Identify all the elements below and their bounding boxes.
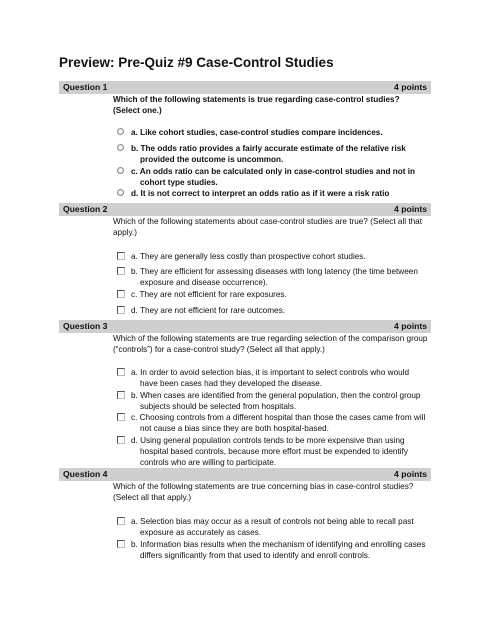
checkbox[interactable]	[117, 290, 125, 298]
answer-option-4b[interactable]	[117, 539, 429, 561]
checkbox[interactable]	[117, 517, 125, 525]
page-title: Preview: Pre-Quiz #9 Case-Control Studies	[59, 55, 334, 70]
radio-button[interactable]	[117, 144, 124, 151]
question-points: 4 points	[394, 204, 427, 214]
checkbox[interactable]	[117, 540, 125, 548]
answer-option-2a[interactable]	[117, 251, 429, 262]
question-label: Question 2	[63, 204, 108, 214]
answer-option-2d[interactable]	[117, 305, 429, 316]
answer-option-3a[interactable]	[117, 367, 429, 389]
option-text: d. They are not efficient for rare outcomes.	[131, 306, 285, 315]
answer-option-3b[interactable]	[117, 390, 429, 412]
option-text: b. They are efficient for assessing diseases with long latency (the time between exposure and disease occurrence).	[131, 267, 418, 287]
question-header-3	[59, 320, 431, 333]
answer-option-1a[interactable]	[117, 127, 429, 138]
radio-button[interactable]	[117, 128, 124, 135]
answer-option-1c[interactable]	[117, 166, 429, 188]
checkbox[interactable]	[117, 306, 125, 314]
question-prompt: Which of the following statements are true regarding selection of the comparison group (“controls”) for a case-control study? (Select all that apply.)	[113, 334, 428, 354]
option-text: b. Information bias results when the mechanism of identifying and enrolling cases differs significantly from that used to identify and enroll controls.	[131, 540, 426, 560]
option-text: c. An odds ratio can be calculated only in case-control studies and not in cohort type studies.	[131, 167, 416, 187]
question-label: Question 4	[63, 469, 108, 479]
question-header-4	[59, 468, 431, 481]
radio-button[interactable]	[117, 189, 124, 196]
checkbox[interactable]	[117, 267, 125, 275]
radio-button[interactable]	[117, 167, 124, 174]
question-prompt: Which of the following statements is true regarding case-control studies? (Select one.)	[113, 95, 400, 115]
answer-option-1d[interactable]	[117, 188, 429, 199]
question-prompt: Which of the following statements about case-control studies are true? (Select all that apply.)	[113, 217, 423, 237]
option-text: a. Selection bias may occur as a result of controls not being able to recall past exposure as accurately as cases.	[131, 517, 414, 537]
answer-option-1b[interactable]	[117, 143, 429, 165]
answer-option-4a[interactable]	[117, 516, 429, 538]
question-label: Question 3	[63, 321, 108, 331]
question-header-2	[59, 203, 431, 216]
answer-option-3d[interactable]	[117, 435, 429, 468]
option-text: c. Choosing controls from a different hospital than those the cases came from will not cause a bias since they are both hospital-based.	[131, 413, 426, 433]
checkbox[interactable]	[117, 436, 125, 444]
checkbox[interactable]	[117, 368, 125, 376]
question-points: 4 points	[394, 82, 427, 92]
checkbox[interactable]	[117, 391, 125, 399]
question-label: Question 1	[63, 82, 108, 92]
option-text: a. They are generally less costly than prospective cohort studies.	[131, 252, 366, 261]
option-text: a. Like cohort studies, case-control studies compare incidences.	[131, 128, 383, 137]
answer-option-2b[interactable]	[117, 266, 429, 288]
option-text: b. When cases are identified from the general population, then the control group subjects should be selected from hospitals.	[131, 391, 421, 411]
checkbox[interactable]	[117, 413, 125, 421]
question-points: 4 points	[394, 469, 427, 479]
option-text: d. Using general population controls tends to be more expensive than using hospital based controls, because more effort must be expended to identify controls who are willing to participate.	[131, 436, 408, 467]
checkbox[interactable]	[117, 252, 125, 260]
option-text: b. The odds ratio provides a fairly accurate estimate of the relative risk provided the outcome is uncommon.	[131, 144, 406, 164]
option-text: c. They are not efficient for rare exposures.	[131, 290, 287, 299]
answer-option-3c[interactable]	[117, 412, 429, 434]
option-text: d. It is not correct to interpret an odds ratio as if it were a risk ratio	[131, 189, 390, 198]
question-points: 4 points	[394, 321, 427, 331]
option-text: a. In order to avoid selection bias, it is important to select controls who would have been cases had they developed the disease.	[131, 368, 410, 388]
question-prompt: Which of the following statements are true concerning bias in case-control studies? (Select all that apply.)	[113, 482, 414, 502]
question-header-1	[59, 81, 431, 94]
answer-option-2c[interactable]	[117, 289, 429, 300]
